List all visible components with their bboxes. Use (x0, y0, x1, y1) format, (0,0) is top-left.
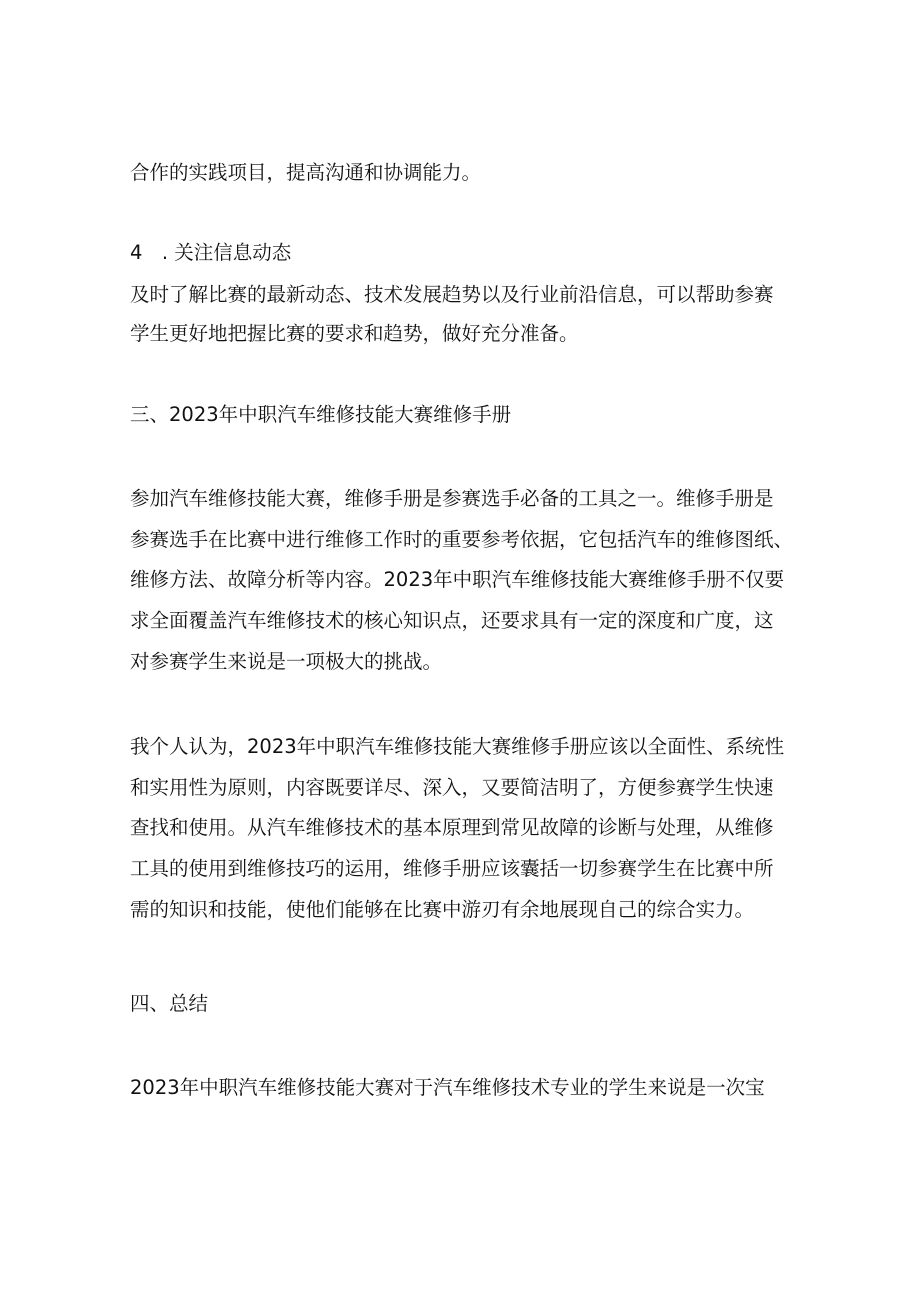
section-3-p2-line-3: 查找和使用。从汽车维修技术的基本原理到常见故障的诊断与处理，从维修 (130, 816, 774, 839)
section-3-p1-line-5: 对参赛学生来说是一项极大的挑战。 (130, 650, 443, 673)
item-4-text-line-2: 学生更好地把握比赛的要求和趋势，做好充分准备。 (130, 322, 579, 345)
item-4-heading: 4 . 关注信息动态 (130, 241, 292, 264)
section-4-heading: 四、总结 (130, 992, 209, 1015)
section-3-p1-line-4: 求全面覆盖汽车维修技术的核心知识点，还要求具有一定的深度和广度，这 (130, 609, 774, 632)
section-3-p1-line-1: 参加汽车维修技能大赛，维修手册是参赛选手必备的工具之一。维修手册是 (130, 487, 774, 510)
section-3-p2-line-2: 和实用性为原则，内容既要详尽、深入，又要简洁明了，方便参赛学生快速 (130, 776, 774, 799)
section-3-p2-line-5: 需的知识和技能，使他们能够在比赛中游刃有余地展现自己的综合实力。 (130, 898, 755, 921)
section-3-p1-line-2: 参赛选手在比赛中进行维修工作时的重要参考依据，它包括汽车的维修图纸、 (130, 528, 794, 551)
section-3-p2-line-4: 工具的使用到维修技巧的运用，维修手册应该囊括一切参赛学生在比赛中所 (130, 857, 774, 880)
paragraph-continuation: 合作的实践项目，提高沟通和协调能力。 (130, 161, 482, 184)
item-4-text-line-1: 及时了解比赛的最新动态、技术发展趋势以及行业前沿信息，可以帮助参赛 (130, 283, 774, 306)
section-3-p1-line-3: 维修方法、故障分析等内容。2023年中职汽车维修技能大赛维修手册不仅要 (130, 568, 785, 591)
section-3-heading: 三、2023年中职汽车维修技能大赛维修手册 (130, 403, 512, 426)
section-4-text-line-1: 2023年中职汽车维修技能大赛对于汽车维修技术专业的学生来说是一次宝 (130, 1076, 765, 1099)
section-3-p2-line-1: 我个人认为，2023年中职汽车维修技能大赛维修手册应该以全面性、系统性 (130, 735, 785, 758)
